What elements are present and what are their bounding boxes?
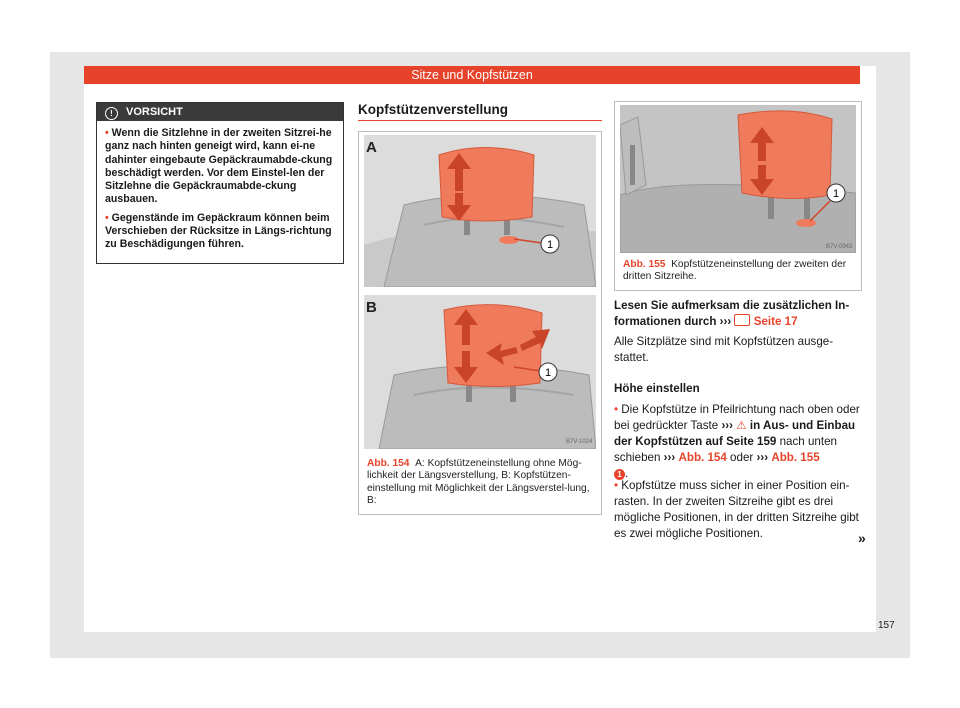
bullet-icon: • [614, 403, 619, 416]
bullet-icon: • [105, 211, 109, 224]
link-abb-154[interactable]: Abb. 154 [678, 451, 727, 464]
section-rule [358, 120, 602, 121]
bullet-2 [614, 478, 864, 542]
arrow-ref: ››› [719, 315, 732, 328]
figure-number: Abb. 154 [367, 458, 410, 469]
figure-code: B7V-1024 [566, 439, 593, 445]
bullet-icon: • [105, 127, 109, 139]
link-aus-einbau[interactable]: in Aus- und Einbau der Kopfstützen auf Seite 159 [614, 419, 856, 448]
headrest-b-illustration [364, 295, 596, 449]
arrow-ref: ››› [721, 419, 734, 432]
bullet-text: nach unten schieben [614, 435, 837, 464]
caution-item-text: Wenn die Sitzlehne in der zweiten Sitzrei-he ganz nach hinten geneigt wird, kann ei-ne dahinter eingebaute Gepäckraumabde-ckung beschädigt werden. Vor dem Einstel-len der Sitzlehne die Gepäckraumabde-ckung ausbauen. [105, 127, 333, 206]
callout-1-circle: 1 [614, 469, 625, 480]
callout-1: 1 [546, 239, 554, 251]
figure-code: B7V-0943 [826, 244, 853, 250]
bullet-icon: • [614, 479, 619, 492]
figure-154-panel-b [364, 295, 596, 449]
figure-154-caption [367, 458, 595, 507]
caution-item-text: Gegenstände im Gepäckraum können beim Verschieben der Rücksitze in Längs-richtung zu Beschädigungen führen. [105, 211, 332, 251]
callout-1: 1 [832, 188, 840, 200]
continue-indicator: » [858, 530, 866, 546]
arrow-ref: ››› [663, 451, 676, 464]
book-icon [734, 314, 750, 326]
chapter-header: Sitze und Kopfstützen [84, 66, 860, 84]
caption-text: Kopfstützeneinstellung der zweiten der dritten Sitzreihe. [623, 259, 847, 283]
caution-title: VORSICHT [126, 106, 183, 118]
section-title: Kopfstützenverstellung [358, 102, 509, 117]
bullet-1: • Die Kopfstütze in Pfeilrichtung nach oben oder bei gedrückter Taste ››› ⚠ in Aus- und Einbau der Kopfstützen auf Seite 159 nach unten schieben ››› Abb. 154 oder ››› Abb. 155 1 . [614, 403, 860, 480]
headrest-a-illustration [364, 135, 596, 287]
arrow-ref: ››› [756, 451, 769, 464]
info-circle-icon: ! [105, 107, 118, 120]
intro-text: Lesen Sie aufmerksam die zusätzlichen In-formationen durch [614, 299, 850, 328]
link-seite-17[interactable]: Seite 17 [753, 315, 798, 328]
caution-item [105, 212, 335, 252]
caution-body [97, 121, 343, 252]
figure-155-image [620, 105, 856, 253]
link-abb-155[interactable]: Abb. 155 [771, 451, 820, 464]
figure-number: Abb. 155 [623, 259, 666, 270]
warning-triangle-icon: ⚠ [736, 419, 747, 432]
bullet-text: Die Kopfstütze in Pfeilrichtung nach oben oder bei gedrückter Taste [614, 403, 860, 432]
caption-text: A: Kopfstützeneinstellung ohne Mög-lichkeit der Längsverstellung, B: Kopfstützen-einstellung mit Möglichkeit der Längsverstel-lung, B: [367, 458, 590, 506]
caution-header [97, 103, 343, 121]
panel-b-label: B [366, 299, 377, 316]
intro-paragraph [614, 298, 864, 330]
bullet-text: oder [730, 451, 754, 464]
figure-154-panel-a [364, 135, 596, 287]
caution-item [105, 127, 335, 207]
bullet-text: Kopfstütze muss sicher in einer Position ein-rasten. In der zweiten Sitzreihe gibt es drei mögliche Positionen, in der dritten Sitzreihe gibt es zwei mögliche Positionen. [614, 479, 859, 540]
figure-154 [358, 131, 602, 515]
subhead: Höhe einstellen [614, 382, 700, 395]
figure-155-caption [623, 259, 855, 284]
page-number: 157 [878, 620, 895, 631]
panel-a-label: A [366, 139, 377, 156]
callout-1: 1 [544, 367, 552, 379]
figure-155 [614, 101, 862, 291]
para-1: Alle Sitzplätze sind mit Kopfstützen ausge-stattet. [614, 335, 834, 364]
caution-box [96, 102, 344, 264]
third-row-headrest-illustration [620, 105, 856, 253]
